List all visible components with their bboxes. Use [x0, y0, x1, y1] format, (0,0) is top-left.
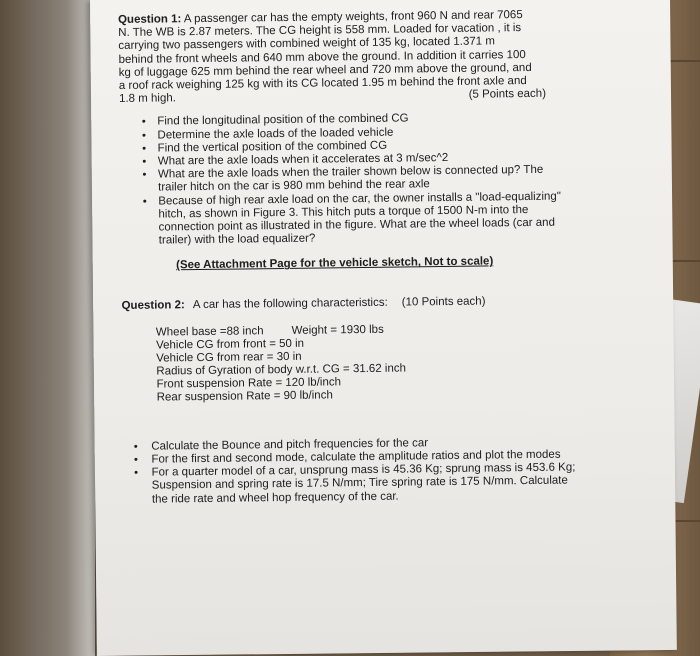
list-item: • Find the vertical position of the combined CG: [156, 137, 575, 155]
car-specs: [156, 321, 578, 404]
spec-line: Vehicle CG from rear = 30 in: [156, 350, 302, 365]
list-item: • Calculate the Bounce and pitch frequencies for the car: [147, 435, 578, 453]
spec-line: Rear suspension Rate = 90 lb/inch: [156, 389, 333, 404]
document-content: [118, 8, 579, 506]
question-2-title: Question 2:: [121, 298, 185, 312]
question-1-text: [118, 8, 574, 93]
question-2-header: [121, 294, 576, 313]
q1-task-list: [119, 111, 576, 249]
paper-stack-edge: [0, 0, 95, 656]
q1-points: (5 Points each): [468, 87, 547, 101]
list-item: • Determine the axle loads of the loaded vehicle: [155, 124, 574, 142]
q2-task-list: [123, 435, 579, 507]
list-item: • What are the axle loads when the trailer shown below is connected up? The trailer hitch on the car is 980 mm behind the rear axle: [156, 164, 575, 196]
attachment-note: (See Attachment Page for the vehicle sketch, Not to scale): [176, 255, 494, 272]
list-item: • What are the axle loads when it accelerates at 3 m/sec^2: [156, 150, 575, 168]
question-1-title: Question 1:: [118, 13, 182, 26]
list-item: • For a quarter model of a car, unsprung mass is 45.36 Kg; sprung mass is 453.6 Kg; Suspension and spring rate is 17.5 N/mm; Tire spring rate is 175 N/mm. Calculate the ride rate and wheel hop frequency of the car.: [148, 462, 579, 507]
spec-line: Vehicle CG from front = 50 in: [155, 337, 305, 352]
weight-spec: Weight = 1930 lbs: [291, 323, 384, 337]
q1-line: 1.8 m high.: [118, 92, 177, 106]
q1-line: behind the front wheels and 640 mm above the ground. In addition it carries 100: [118, 48, 526, 66]
list-item: • Because of high rear axle load on the car, the owner installs a "load-equalizing" hitch, as shown in Figure 3. This hitch puts a torque of 1500 N-m into the connection point as illustrated in the figure. What are the wheel loads (car and trailer) with the load equalizer?: [156, 190, 576, 248]
q1-line: a roof rack weighing 125 kg with its CG located 1.95 m behind the front axle and: [118, 75, 527, 93]
spec-line: Radius of Gyration of body w.r.t. CG = 31.62 inch: [156, 362, 407, 378]
list-item: • Find the longitudinal position of the combined CG: [155, 111, 574, 129]
q1-line: kg of luggage 625 mm behind the rear wheel and 720 mm above the ground, and: [118, 61, 532, 79]
q1-line: A passenger car has the empty weights, front 960 N and rear 7065: [183, 9, 523, 26]
spec-line: Front suspension Rate = 120 lb/inch: [156, 376, 342, 391]
list-item: • For the first and second mode, calculate the amplitude ratios and plot the modes: [147, 448, 578, 466]
q2-points: (10 Points each): [401, 295, 486, 309]
q1-line: carrying two passengers with combined weight of 135 kg, located 1.371 m: [118, 35, 495, 53]
wheel-base-spec: Wheel base =88 inch: [155, 325, 264, 339]
q1-line: N. The WB is 2.87 meters. The CG height is 558 mm. Loaded for vacation , it is: [118, 22, 522, 40]
q2-intro: A car has the following characteristics:: [192, 296, 388, 311]
